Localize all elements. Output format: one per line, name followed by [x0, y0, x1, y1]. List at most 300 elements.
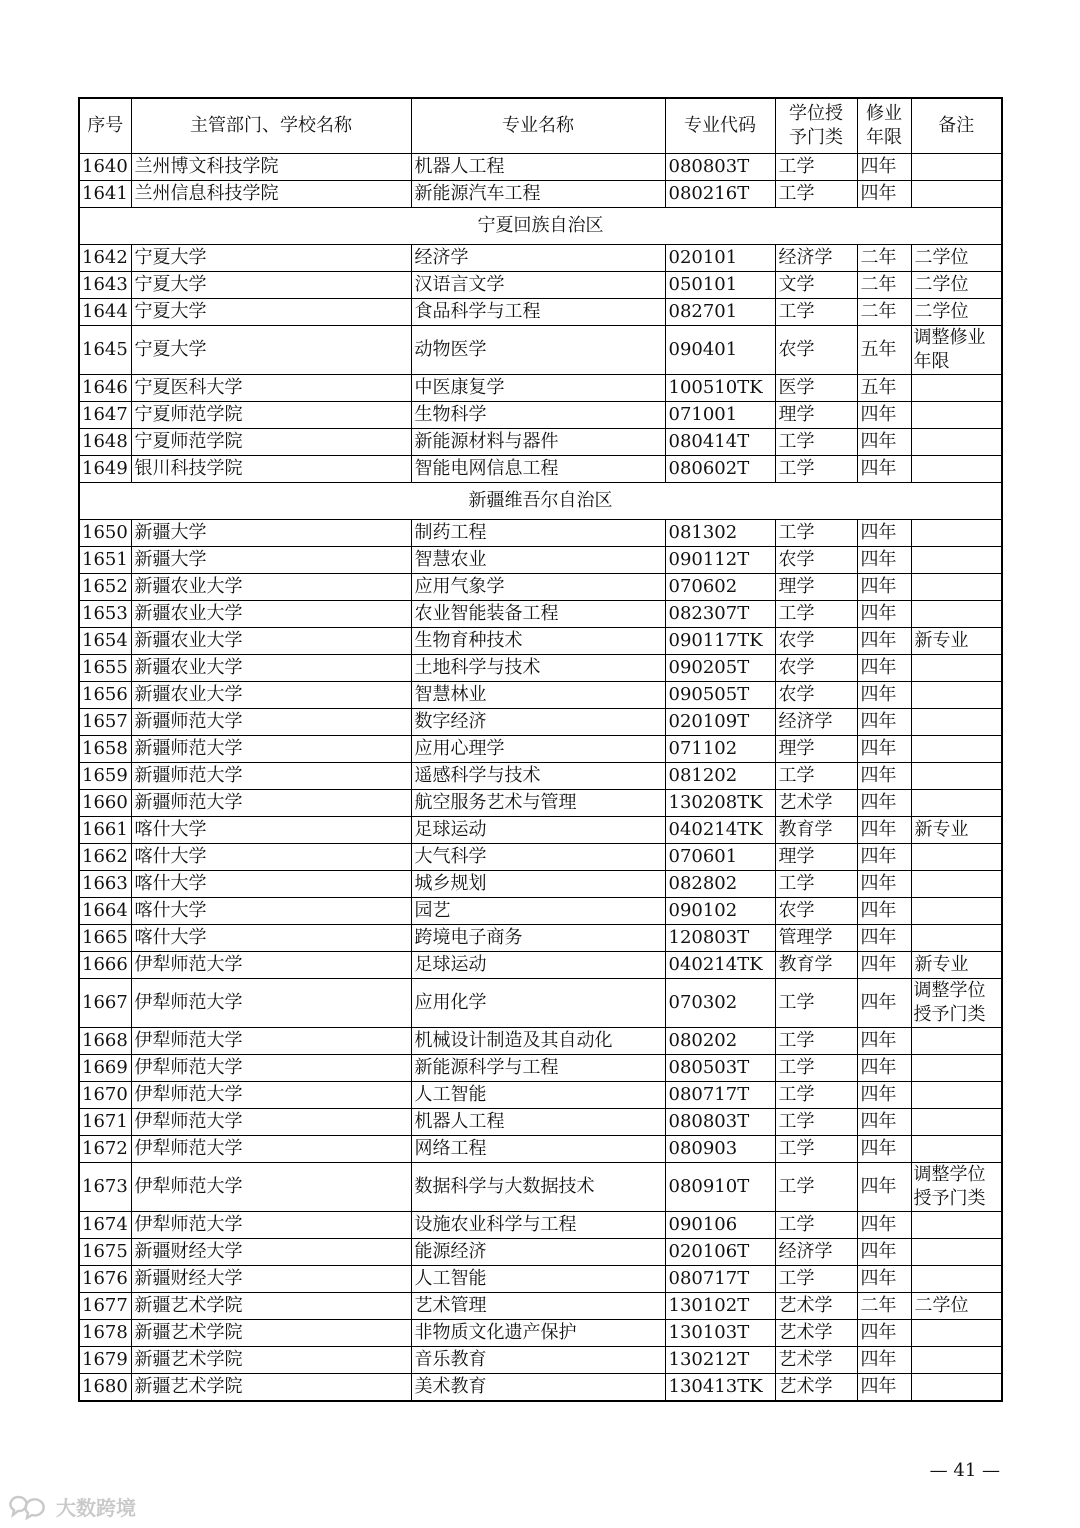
cell-seq: 1652 [79, 574, 131, 601]
cell-note [911, 709, 1002, 736]
cell-school: 伊犁师范大学 [131, 1163, 411, 1212]
cell-seq: 1668 [79, 1028, 131, 1055]
chat-bubbles-logo-icon [8, 1494, 50, 1520]
cell-seq: 1646 [79, 375, 131, 402]
cell-major: 数据科学与大数据技术 [411, 1163, 665, 1212]
table-row [79, 871, 1002, 898]
cell-major: 遥感科学与技术 [411, 763, 665, 790]
table-row [79, 1055, 1002, 1082]
cell-school: 喀什大学 [131, 844, 411, 871]
cell-code: 070601 [665, 844, 775, 871]
cell-degree: 医学 [775, 375, 857, 402]
cell-seq: 1666 [79, 952, 131, 979]
cell-school: 宁夏医科大学 [131, 375, 411, 402]
cell-note [911, 574, 1002, 601]
cell-note [911, 1082, 1002, 1109]
cell-code: 020109T [665, 709, 775, 736]
cell-note [911, 1028, 1002, 1055]
table-row [79, 1374, 1002, 1402]
cell-code: 071102 [665, 736, 775, 763]
cell-school: 兰州博文科技学院 [131, 154, 411, 181]
cell-degree: 工学 [775, 181, 857, 208]
cell-years: 四年 [857, 898, 911, 925]
cell-degree: 工学 [775, 1109, 857, 1136]
cell-years: 四年 [857, 1136, 911, 1163]
cell-school: 喀什大学 [131, 817, 411, 844]
cell-school: 新疆大学 [131, 547, 411, 574]
cell-years: 四年 [857, 520, 911, 547]
cell-seq: 1649 [79, 456, 131, 483]
cell-seq: 1669 [79, 1055, 131, 1082]
cell-note [911, 520, 1002, 547]
cell-seq: 1667 [79, 979, 131, 1028]
cell-school: 伊犁师范大学 [131, 1028, 411, 1055]
cell-major: 音乐教育 [411, 1347, 665, 1374]
cell-major: 数字经济 [411, 709, 665, 736]
cell-code: 080803T [665, 154, 775, 181]
cell-note [911, 181, 1002, 208]
cell-years: 四年 [857, 925, 911, 952]
cell-major: 应用化学 [411, 979, 665, 1028]
table-row [79, 181, 1002, 208]
cell-seq: 1659 [79, 763, 131, 790]
cell-note [911, 1374, 1002, 1402]
cell-school: 伊犁师范大学 [131, 1109, 411, 1136]
page-number: — 41 — [929, 1460, 1000, 1481]
cell-school: 伊犁师范大学 [131, 952, 411, 979]
cell-school: 新疆艺术学院 [131, 1374, 411, 1402]
cell-seq: 1665 [79, 925, 131, 952]
cell-school: 新疆师范大学 [131, 763, 411, 790]
cell-major: 艺术管理 [411, 1293, 665, 1320]
cell-seq: 1640 [79, 154, 131, 181]
table-row [79, 456, 1002, 483]
table-row [79, 1347, 1002, 1374]
cell-school: 银川科技学院 [131, 456, 411, 483]
cell-code: 040214TK [665, 817, 775, 844]
cell-code: 081202 [665, 763, 775, 790]
cell-years: 四年 [857, 763, 911, 790]
cell-degree: 农学 [775, 628, 857, 655]
cell-degree: 工学 [775, 601, 857, 628]
cell-code: 090106 [665, 1212, 775, 1239]
cell-major: 食品科学与工程 [411, 299, 665, 326]
cell-degree: 农学 [775, 682, 857, 709]
cell-years: 四年 [857, 682, 911, 709]
header-years-line2: 年限 [866, 127, 902, 148]
cell-seq: 1655 [79, 655, 131, 682]
cell-code: 040214TK [665, 952, 775, 979]
cell-school: 宁夏大学 [131, 272, 411, 299]
table-row [79, 601, 1002, 628]
cell-major: 美术教育 [411, 1374, 665, 1402]
cell-major: 园艺 [411, 898, 665, 925]
cell-code: 082701 [665, 299, 775, 326]
cell-major: 生物科学 [411, 402, 665, 429]
cell-school: 宁夏大学 [131, 299, 411, 326]
cell-degree: 工学 [775, 1055, 857, 1082]
cell-code: 020106T [665, 1239, 775, 1266]
table-row [79, 1293, 1002, 1320]
cell-degree: 农学 [775, 898, 857, 925]
cell-seq: 1679 [79, 1347, 131, 1374]
cell-degree: 工学 [775, 299, 857, 326]
cell-note [911, 1212, 1002, 1239]
cell-note: 二学位 [911, 245, 1002, 272]
watermark-text: 大数跨境 [56, 1496, 136, 1520]
cell-degree: 工学 [775, 1163, 857, 1212]
cell-degree: 管理学 [775, 925, 857, 952]
cell-degree: 经济学 [775, 245, 857, 272]
cell-seq: 1677 [79, 1293, 131, 1320]
cell-years: 四年 [857, 574, 911, 601]
table-row [79, 736, 1002, 763]
table-row [79, 790, 1002, 817]
cell-years: 四年 [857, 547, 911, 574]
cell-seq: 1675 [79, 1239, 131, 1266]
cell-seq: 1656 [79, 682, 131, 709]
cell-degree: 工学 [775, 1266, 857, 1293]
cell-major: 能源经济 [411, 1239, 665, 1266]
cell-years: 五年 [857, 326, 911, 375]
cell-seq: 1654 [79, 628, 131, 655]
cell-note [911, 547, 1002, 574]
cell-code: 090205T [665, 655, 775, 682]
header-major: 专业名称 [411, 98, 665, 154]
cell-degree: 教育学 [775, 952, 857, 979]
table-row [79, 154, 1002, 181]
cell-school: 兰州信息科技学院 [131, 181, 411, 208]
table-row [79, 520, 1002, 547]
cell-years: 四年 [857, 1347, 911, 1374]
cell-school: 喀什大学 [131, 925, 411, 952]
cell-major: 汉语言文学 [411, 272, 665, 299]
cell-note: 调整学位授予门类 [911, 979, 1002, 1028]
cell-code: 080717T [665, 1082, 775, 1109]
cell-note [911, 456, 1002, 483]
cell-major: 土地科学与技术 [411, 655, 665, 682]
cell-major: 新能源材料与器件 [411, 429, 665, 456]
cell-code: 070602 [665, 574, 775, 601]
cell-years: 四年 [857, 1109, 911, 1136]
cell-major: 农业智能装备工程 [411, 601, 665, 628]
cell-years: 四年 [857, 628, 911, 655]
cell-note [911, 1347, 1002, 1374]
cell-note: 新专业 [911, 628, 1002, 655]
cell-note [911, 1136, 1002, 1163]
cell-code: 080803T [665, 1109, 775, 1136]
cell-seq: 1660 [79, 790, 131, 817]
header-school: 主管部门、学校名称 [131, 98, 411, 154]
cell-code: 080414T [665, 429, 775, 456]
header-years [857, 98, 911, 154]
cell-code: 082307T [665, 601, 775, 628]
table-row [79, 1212, 1002, 1239]
cell-degree: 教育学 [775, 817, 857, 844]
cell-major: 智慧林业 [411, 682, 665, 709]
cell-years: 四年 [857, 1212, 911, 1239]
table-row [79, 682, 1002, 709]
cell-years: 五年 [857, 375, 911, 402]
cell-degree: 农学 [775, 326, 857, 375]
cell-degree: 艺术学 [775, 1347, 857, 1374]
cell-degree: 经济学 [775, 709, 857, 736]
cell-major: 跨境电子商务 [411, 925, 665, 952]
cell-seq: 1650 [79, 520, 131, 547]
header-degree-line2: 予门类 [789, 127, 843, 148]
cell-years: 四年 [857, 1320, 911, 1347]
cell-degree: 经济学 [775, 1239, 857, 1266]
table-row [79, 299, 1002, 326]
cell-note: 调整学位授予门类 [911, 1163, 1002, 1212]
cell-school: 新疆农业大学 [131, 655, 411, 682]
cell-years: 四年 [857, 1266, 911, 1293]
cell-years: 四年 [857, 1374, 911, 1402]
table-row [79, 1028, 1002, 1055]
cell-note: 调整修业年限 [911, 326, 1002, 375]
cell-note [911, 429, 1002, 456]
cell-degree: 工学 [775, 979, 857, 1028]
table-row [79, 952, 1002, 979]
cell-code: 090112T [665, 547, 775, 574]
cell-seq: 1651 [79, 547, 131, 574]
cell-years: 四年 [857, 456, 911, 483]
table-row [79, 1109, 1002, 1136]
cell-code: 070302 [665, 979, 775, 1028]
header-degree-line1: 学位授 [789, 103, 843, 124]
cell-note [911, 682, 1002, 709]
table-row [79, 655, 1002, 682]
cell-note: 二学位 [911, 1293, 1002, 1320]
cell-school: 新疆艺术学院 [131, 1320, 411, 1347]
cell-note [911, 871, 1002, 898]
cell-note [911, 1266, 1002, 1293]
cell-years: 四年 [857, 154, 911, 181]
cell-seq: 1641 [79, 181, 131, 208]
cell-code: 090401 [665, 326, 775, 375]
table-row [79, 1266, 1002, 1293]
cell-major: 应用气象学 [411, 574, 665, 601]
table-row [79, 375, 1002, 402]
cell-school: 喀什大学 [131, 871, 411, 898]
cell-years: 四年 [857, 181, 911, 208]
cell-degree: 艺术学 [775, 790, 857, 817]
cell-note [911, 1109, 1002, 1136]
cell-code: 080903 [665, 1136, 775, 1163]
cell-note [911, 375, 1002, 402]
cell-seq: 1661 [79, 817, 131, 844]
cell-note [911, 1055, 1002, 1082]
cell-major: 智能电网信息工程 [411, 456, 665, 483]
cell-school: 宁夏大学 [131, 245, 411, 272]
cell-degree: 理学 [775, 574, 857, 601]
header-degree [775, 98, 857, 154]
cell-code: 130413TK [665, 1374, 775, 1402]
cell-code: 090505T [665, 682, 775, 709]
table-row [79, 402, 1002, 429]
table-row [79, 1082, 1002, 1109]
cell-years: 四年 [857, 1163, 911, 1212]
cell-school: 新疆财经大学 [131, 1239, 411, 1266]
cell-years: 四年 [857, 655, 911, 682]
cell-note [911, 402, 1002, 429]
cell-degree: 艺术学 [775, 1320, 857, 1347]
table-row [79, 1163, 1002, 1212]
cell-degree: 工学 [775, 763, 857, 790]
cell-code: 130208TK [665, 790, 775, 817]
cell-major: 网络工程 [411, 1136, 665, 1163]
cell-seq: 1672 [79, 1136, 131, 1163]
cell-major: 应用心理学 [411, 736, 665, 763]
cell-code: 090102 [665, 898, 775, 925]
cell-seq: 1674 [79, 1212, 131, 1239]
table-row [79, 817, 1002, 844]
cell-code: 130103T [665, 1320, 775, 1347]
cell-school: 新疆农业大学 [131, 682, 411, 709]
cell-code: 080202 [665, 1028, 775, 1055]
cell-major: 人工智能 [411, 1082, 665, 1109]
cell-school: 新疆师范大学 [131, 736, 411, 763]
cell-degree: 工学 [775, 1082, 857, 1109]
cell-major: 机械设计制造及其自动化 [411, 1028, 665, 1055]
cell-school: 新疆艺术学院 [131, 1347, 411, 1374]
cell-school: 宁夏大学 [131, 326, 411, 375]
cell-note [911, 898, 1002, 925]
cell-school: 宁夏师范学院 [131, 429, 411, 456]
cell-note [911, 1239, 1002, 1266]
cell-note: 新专业 [911, 817, 1002, 844]
cell-major: 足球运动 [411, 817, 665, 844]
cell-code: 080717T [665, 1266, 775, 1293]
cell-code: 082802 [665, 871, 775, 898]
cell-years: 四年 [857, 844, 911, 871]
cell-code: 081302 [665, 520, 775, 547]
cell-seq: 1664 [79, 898, 131, 925]
table-row [79, 547, 1002, 574]
cell-degree: 工学 [775, 429, 857, 456]
cell-degree: 工学 [775, 1028, 857, 1055]
cell-major: 人工智能 [411, 1266, 665, 1293]
table-row [79, 898, 1002, 925]
cell-school: 新疆财经大学 [131, 1266, 411, 1293]
table-row [79, 429, 1002, 456]
cell-seq: 1643 [79, 272, 131, 299]
cell-years: 二年 [857, 245, 911, 272]
cell-major: 生物育种技术 [411, 628, 665, 655]
cell-years: 四年 [857, 1082, 911, 1109]
cell-major: 航空服务艺术与管理 [411, 790, 665, 817]
cell-seq: 1642 [79, 245, 131, 272]
region-header-row [79, 483, 1002, 520]
table-row [79, 925, 1002, 952]
table-body [79, 154, 1002, 1402]
cell-code: 080910T [665, 1163, 775, 1212]
cell-note [911, 844, 1002, 871]
cell-code: 020101 [665, 245, 775, 272]
cell-years: 四年 [857, 402, 911, 429]
cell-degree: 工学 [775, 1136, 857, 1163]
table-row [79, 844, 1002, 871]
header-note: 备注 [911, 98, 1002, 154]
cell-school: 新疆农业大学 [131, 601, 411, 628]
cell-note [911, 763, 1002, 790]
cell-years: 四年 [857, 817, 911, 844]
cell-degree: 理学 [775, 402, 857, 429]
cell-school: 新疆艺术学院 [131, 1293, 411, 1320]
major-list-table [78, 97, 1003, 1402]
cell-degree: 工学 [775, 1212, 857, 1239]
cell-major: 大气科学 [411, 844, 665, 871]
table-row [79, 979, 1002, 1028]
cell-seq: 1647 [79, 402, 131, 429]
cell-years: 四年 [857, 429, 911, 456]
table-row [79, 1239, 1002, 1266]
cell-major: 机器人工程 [411, 154, 665, 181]
cell-note [911, 925, 1002, 952]
cell-code: 120803T [665, 925, 775, 952]
cell-note [911, 790, 1002, 817]
cell-code: 080503T [665, 1055, 775, 1082]
cell-years: 四年 [857, 709, 911, 736]
cell-major: 经济学 [411, 245, 665, 272]
region-label: 新疆维吾尔自治区 [79, 483, 1002, 520]
cell-school: 伊犁师范大学 [131, 1212, 411, 1239]
cell-seq: 1680 [79, 1374, 131, 1402]
cell-seq: 1662 [79, 844, 131, 871]
cell-major: 足球运动 [411, 952, 665, 979]
cell-degree: 工学 [775, 456, 857, 483]
cell-seq: 1645 [79, 326, 131, 375]
cell-note [911, 154, 1002, 181]
cell-school: 新疆师范大学 [131, 790, 411, 817]
cell-seq: 1663 [79, 871, 131, 898]
cell-degree: 工学 [775, 871, 857, 898]
cell-degree: 艺术学 [775, 1374, 857, 1402]
cell-years: 四年 [857, 952, 911, 979]
cell-major: 制药工程 [411, 520, 665, 547]
table-row [79, 1136, 1002, 1163]
cell-code: 090117TK [665, 628, 775, 655]
cell-code: 130102T [665, 1293, 775, 1320]
cell-major: 机器人工程 [411, 1109, 665, 1136]
cell-years: 四年 [857, 736, 911, 763]
cell-degree: 农学 [775, 547, 857, 574]
cell-seq: 1657 [79, 709, 131, 736]
cell-seq: 1658 [79, 736, 131, 763]
cell-major: 动物医学 [411, 326, 665, 375]
cell-major: 中医康复学 [411, 375, 665, 402]
cell-seq: 1678 [79, 1320, 131, 1347]
cell-major: 非物质文化遗产保护 [411, 1320, 665, 1347]
cell-years: 四年 [857, 1028, 911, 1055]
cell-code: 080602T [665, 456, 775, 483]
cell-school: 伊犁师范大学 [131, 1082, 411, 1109]
cell-years: 四年 [857, 1055, 911, 1082]
cell-degree: 理学 [775, 736, 857, 763]
cell-major: 新能源汽车工程 [411, 181, 665, 208]
cell-school: 新疆大学 [131, 520, 411, 547]
cell-school: 伊犁师范大学 [131, 979, 411, 1028]
table-row [79, 574, 1002, 601]
cell-major: 设施农业科学与工程 [411, 1212, 665, 1239]
cell-seq: 1676 [79, 1266, 131, 1293]
table-row [79, 326, 1002, 375]
cell-code: 130212T [665, 1347, 775, 1374]
cell-note [911, 1320, 1002, 1347]
cell-school: 新疆农业大学 [131, 574, 411, 601]
cell-school: 新疆师范大学 [131, 709, 411, 736]
cell-note: 新专业 [911, 952, 1002, 979]
